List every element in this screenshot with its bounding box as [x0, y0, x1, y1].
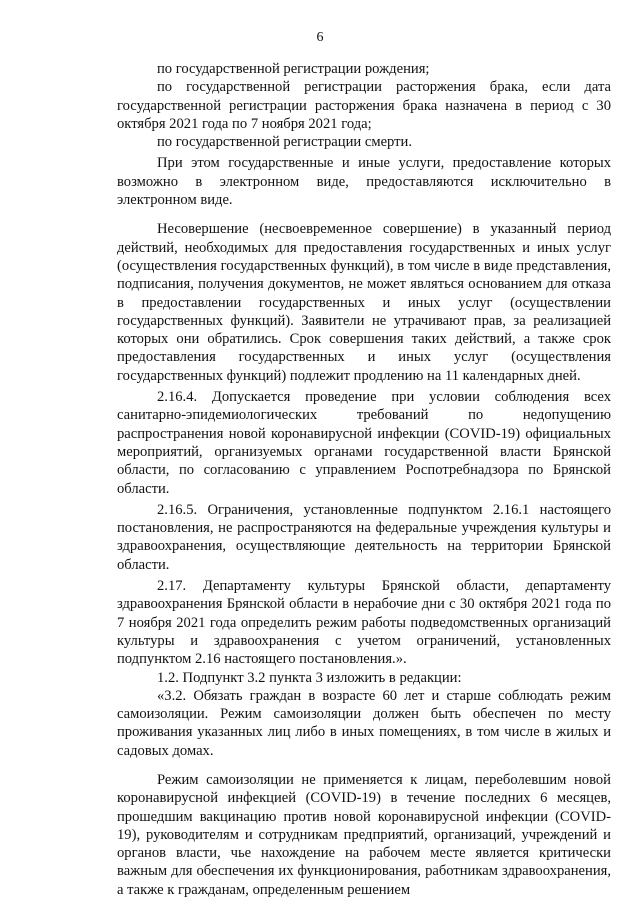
paragraph-death-registration: по государственной регистрации смерти.: [157, 134, 412, 151]
paragraph-2-16-5: 2.16.5. Ограничения, установленные подпунктом 2.16.1 настоящего постановления, не распространяются на федеральные учреждения культуры и здравоохранения, осуществляющие деятельность на территории Брянской области.: [117, 501, 611, 573]
paragraph-3-2: «3.2. Обязать граждан в возрасте 60 лет и старше соблюдать режим самоизоляции. Режим самоизоляции должен быть обеспечен по месту проживания указанных лиц либо в иных помещениях, в том числе в жилых и садовых домах.: [117, 687, 611, 759]
page-number: 6: [316, 30, 324, 45]
paragraph-birth-registration: по государственной регистрации рождения;: [157, 61, 430, 77]
document-body: [117, 60, 611, 899]
paragraph-2-17: 2.17. Департаменту культуры Брянской области, департаменту здравоохранения Брянской области в нерабочие дни с 30 октября 2021 года по 7 ноября 2021 года определить режим работы подведомственных организаций культуры и здравоохранения с учетом ограничений, установленных подпунктом 2.16 настоящего постановления.».: [117, 578, 611, 668]
paragraph-1-2: 1.2. Подпункт 3.2 пункта 3 изложить в редакции:: [157, 669, 462, 686]
paragraph-2-16-4: 2.16.4. Допускается проведение при условии соблюдения всех санитарно-эпидемиологических требований по недопущению распространения новой коронавирусной инфекции (COVID-19) официальных мероприятий, организуемых органами государственной власти Брянской области, по согласованию с управлением Роспотребнадзора по Брянской области.: [117, 389, 611, 497]
paragraph-non-performance: Несовершение (несвоевременное совершение) в указанный период действий, необходимых для предоставления государственных и иных услуг (осуществления государственных функций), в том числе в виде представления, подписания, получения документов, не может являться основанием для отказа в предоставлении государственных и иных услуг (осуществлении государственных функций). Заявители не утрачивают прав, за реализацией которых они обратились. Срок совершения таких действий, а также срок предоставления государственных и иных услуг (осуществления государственных функций) подлежит продлению на 11 календарных дней.: [117, 221, 611, 384]
paragraph-electronic-services: При этом государственные и иные услуги, предоставление которых возможно в электронном виде, предоставляются исключительно в электронном виде.: [117, 155, 611, 209]
paragraph-divorce-registration: по государственной регистрации расторжения брака, если дата государственной регистрации расторжения брака назначена в период с 30 октября 2021 года по 7 ноября 2021 года;: [117, 79, 611, 132]
paragraph-self-isolation-exceptions: Режим самоизоляции не применяется к лицам, переболевшим новой коронавирусной инфекцией (COVID-19) в течение последних 6 месяцев, прошедшим вакцинацию против новой коронавирусной инфекции (COVID-19), руководителям и сотрудникам предприятий, организаций, учреждений и органов власти, чье нахождение на рабочем месте является критически важным для обеспечения их функционирования, работникам здравоохранения, а также к гражданам, определенным решением: [117, 771, 611, 898]
